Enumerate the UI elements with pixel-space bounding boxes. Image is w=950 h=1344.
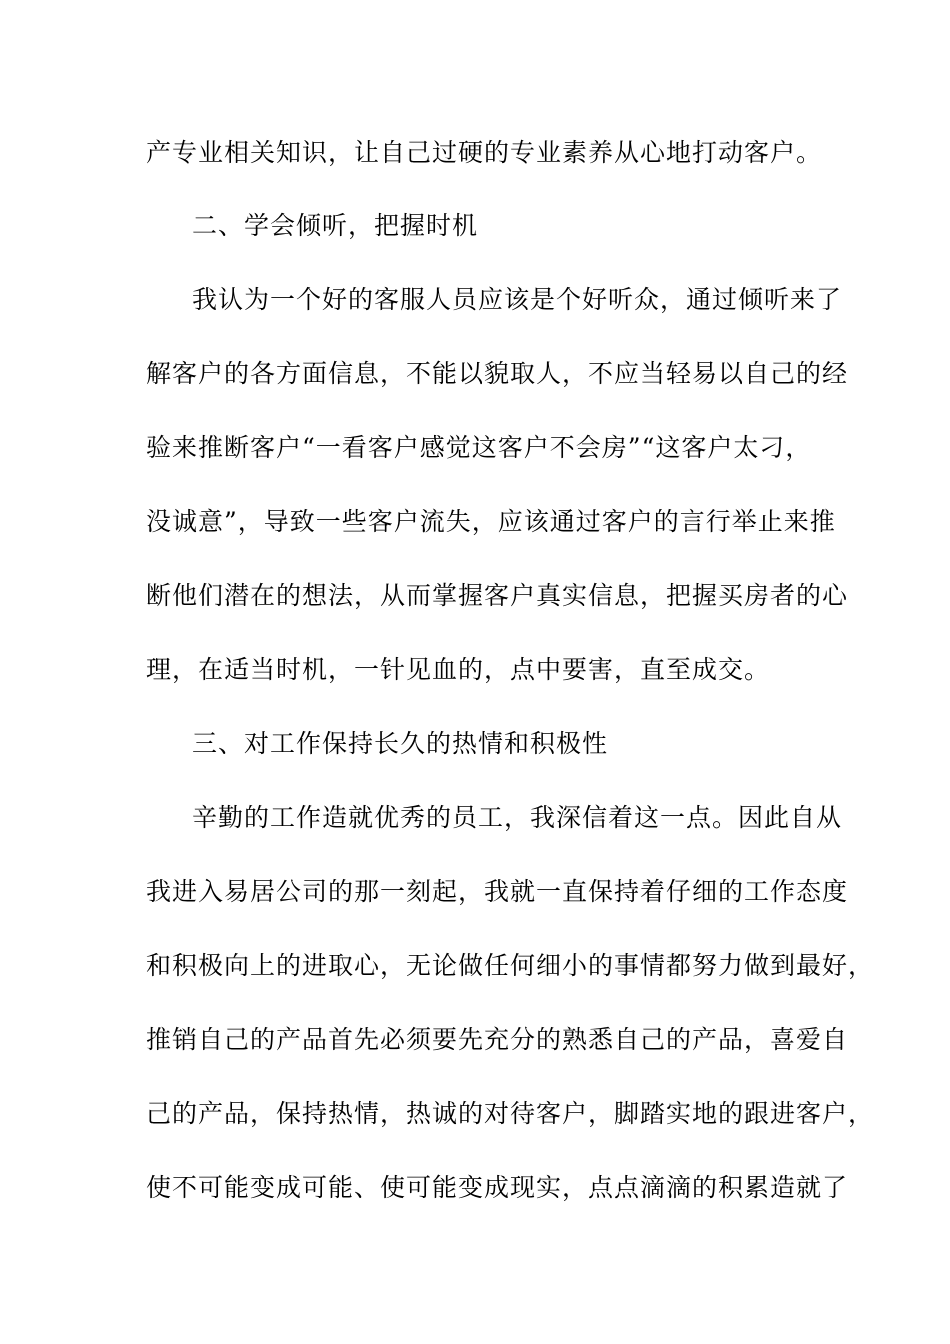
paragraph-line: 我进入易居公司的那一刻起，我就一直保持着仔细的工作态度 <box>146 877 849 906</box>
paragraph-line: 没诚意”，导致一些客户流失，应该通过客户的言行举止来推 <box>146 507 836 536</box>
paragraph-line: 理，在适当时机，一针见血的，点中要害，直至成交。 <box>146 655 771 684</box>
section-heading-2: 二、学会倾听，把握时机 <box>192 211 479 240</box>
paragraph-line: 我认为一个好的客服人员应该是个好听众，通过倾听来了 <box>192 285 843 314</box>
text-line-continuation: 产专业相关知识，让自己过硬的专业素养从心地打动客户。 <box>146 138 823 167</box>
paragraph-line: 使不可能变成可能、使可能变成现实，点点滴滴的积累造就了 <box>146 1173 849 1202</box>
paragraph-line: 己的产品，保持热情，热诚的对待客户，脚踏实地的跟进客户， <box>146 1099 875 1128</box>
paragraph-line: 辛勤的工作造就优秀的员工，我深信着这一点。因此自从 <box>192 803 843 832</box>
paragraph-line: 解客户的各方面信息，不能以貌取人，不应当轻易以自己的经 <box>146 359 849 388</box>
section-heading-3: 三、对工作保持长久的热情和积极性 <box>192 729 609 758</box>
paragraph-line: 推销自己的产品首先必须要先充分的熟悉自己的产品，喜爱自 <box>146 1025 849 1054</box>
paragraph-line: 验来推断客户“一看客户感觉这客户不会房”“这客户太刁， <box>146 433 812 462</box>
paragraph-line: 和积极向上的进取心，无论做任何细小的事情都努力做到最好， <box>146 951 875 980</box>
paragraph-line: 断他们潜在的想法，从而掌握客户真实信息，把握买房者的心 <box>146 581 849 610</box>
